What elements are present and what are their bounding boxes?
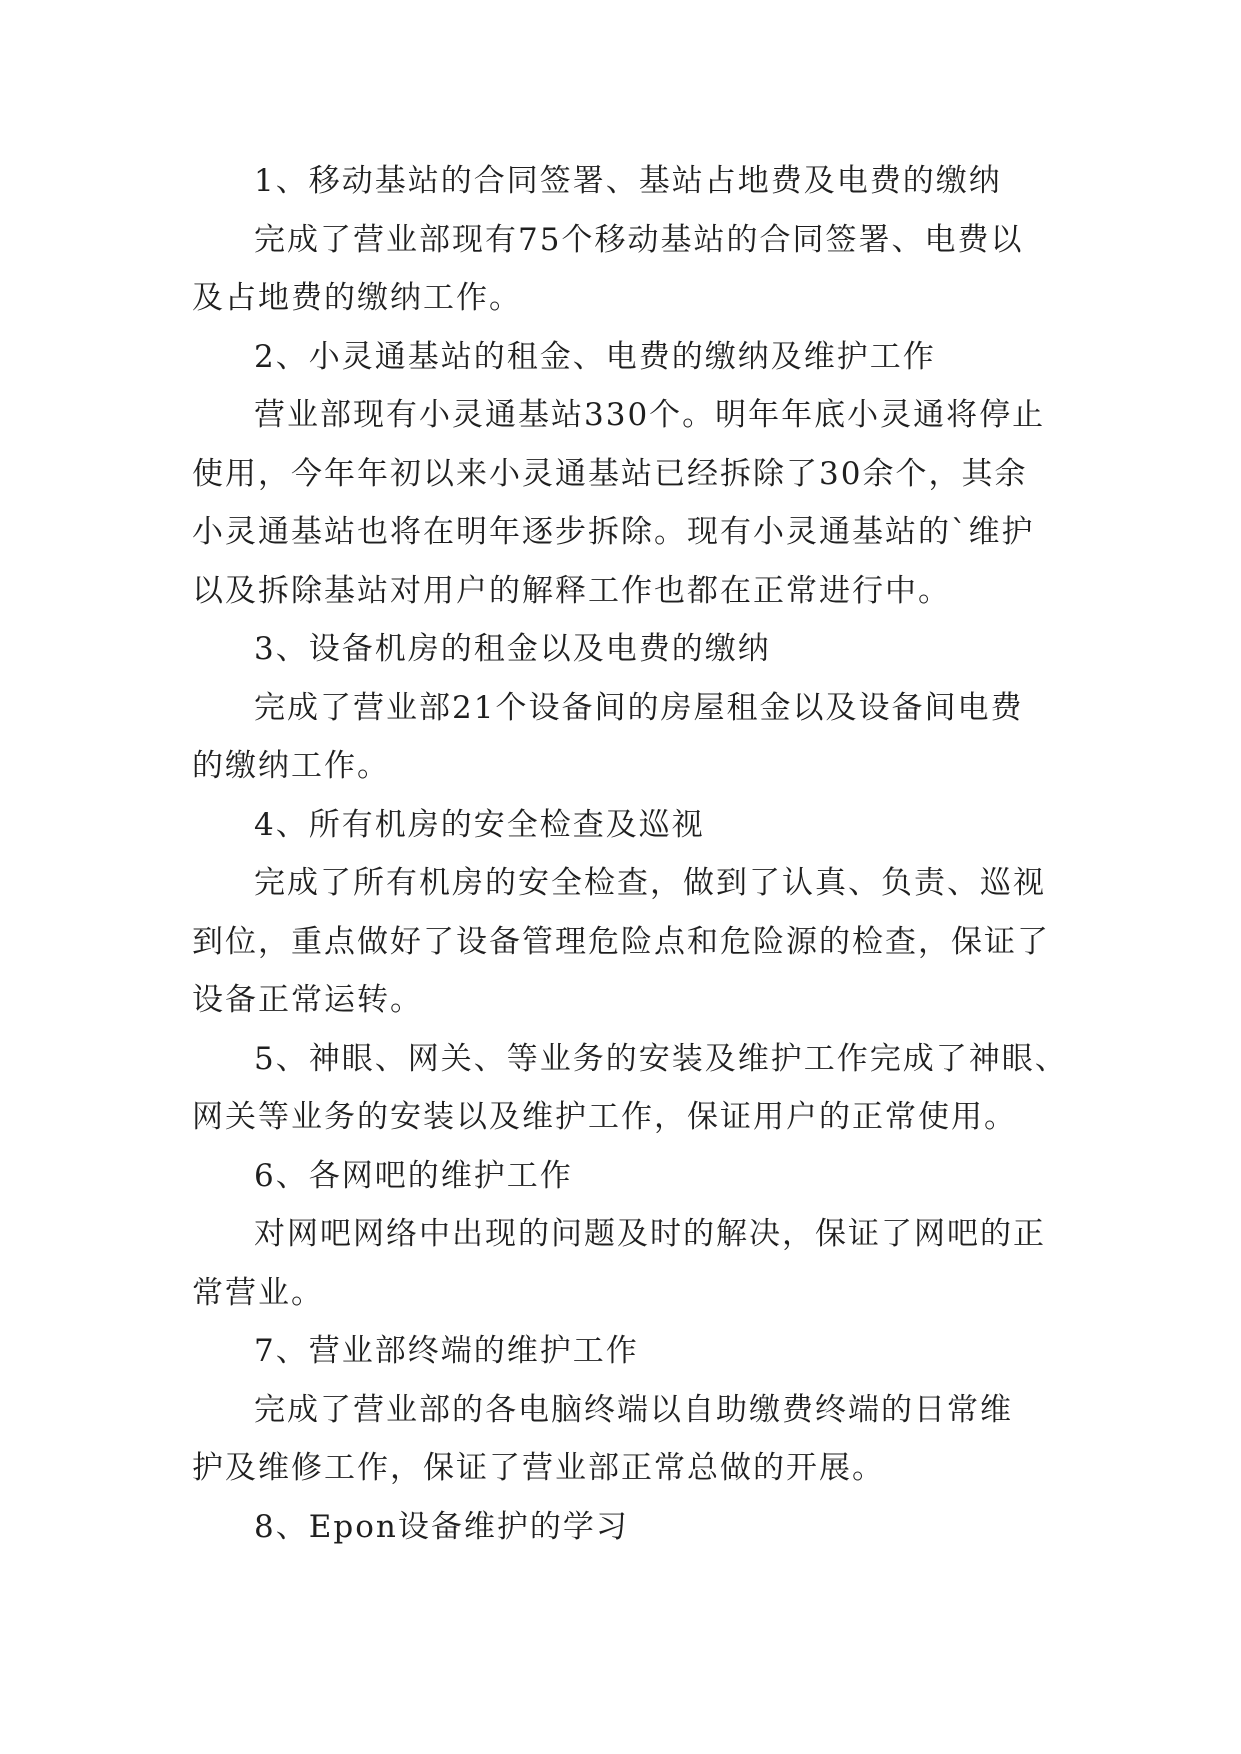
- text-line: 2、小灵通基站的租金、电费的缴纳及维护工作: [254, 338, 936, 375]
- text-line: 6、各网吧的维护工作: [254, 1157, 573, 1194]
- text-line: 完成了营业部现有75个移动基站的合同签署、电费以: [254, 221, 1024, 258]
- text-line: 及占地费的缴纳工作。: [192, 280, 522, 316]
- text-line: 7、营业部终端的维护工作: [254, 1333, 639, 1369]
- text-line: 到位，重点做好了设备管理危险点和危险源的检查，保证了: [192, 923, 1050, 960]
- text-line: 8、Epon设备维护的学习: [254, 1508, 629, 1545]
- text-line: 使用，今年年初以来小灵通基站已经拆除了30余个，其余: [192, 455, 1028, 492]
- text-line: 1、移动基站的合同签署、基站占地费及电费的缴纳: [254, 163, 1002, 199]
- text-line: 完成了营业部的各电脑终端以自助缴费终端的日常维: [254, 1391, 1013, 1428]
- text-line: 小灵通基站也将在明年逐步拆除。现有小灵通基站的`维护: [192, 514, 1035, 550]
- text-line: 完成了所有机房的安全检查，做到了认真、负责、巡视: [254, 865, 1046, 901]
- text-line: 护及维修工作，保证了营业部正常总做的开展。: [192, 1450, 885, 1486]
- text-line: 以及拆除基站对用户的解释工作也都在正常进行中。: [192, 572, 951, 609]
- text-line: 5、神眼、网关、等业务的安装及维护工作完成了神眼、: [254, 1040, 1068, 1077]
- text-line: 营业部现有小灵通基站330个。明年年底小灵通将停止: [254, 397, 1046, 433]
- document-body: [192, 152, 1068, 1556]
- text-line: 4、所有机房的安全检查及巡视: [254, 806, 705, 843]
- text-line: 对网吧网络中出现的问题及时的解决，保证了网吧的正: [254, 1216, 1046, 1252]
- text-line: 网关等业务的安装以及维护工作，保证用户的正常使用。: [192, 1099, 1017, 1135]
- text-line: 常营业。: [192, 1274, 324, 1311]
- text-line: 的缴纳工作。: [192, 748, 390, 784]
- text-line: 设备正常运转。: [192, 982, 423, 1018]
- text-line: 完成了营业部21个设备间的房屋租金以及设备间电费: [254, 689, 1024, 726]
- text-line: 3、设备机房的租金以及电费的缴纳: [254, 631, 771, 667]
